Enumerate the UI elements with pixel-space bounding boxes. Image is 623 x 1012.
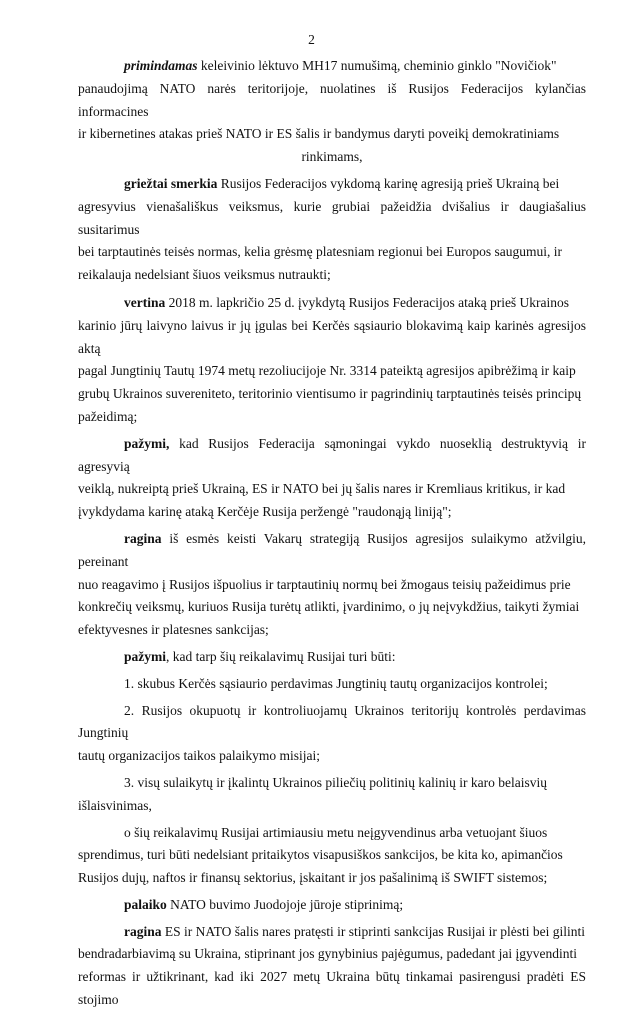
- list-item-2: 2. Rusijos okupuotų ir kontroliuojamų Ukrainos teritorijų kontrolės perdavimas Jungtinių: [78, 702, 586, 741]
- paragraph-line: karinio jūrų laivyno laivus ir jų įgulas bei Kerčės sąsiaurio blokavimą kaip karinės agresijos aktą: [78, 317, 586, 356]
- keyword-griezai-smerkia: griežtai smerkia: [124, 175, 218, 191]
- keyword-ragina: ragina: [124, 530, 162, 546]
- paragraph-text: keleivinio lėktuvo MH17 numušimą, cheminio ginklo "Novičiok": [197, 58, 557, 73]
- keyword-pazymi: pažymi,: [124, 435, 170, 451]
- paragraph-line: tautų organizacijos taikos palaikymo misijai;: [78, 748, 320, 764]
- paragraph-text: kad Rusijos Federacija sąmoningai vykdo nuoseklią destruktyvią ir agresyvią: [78, 435, 586, 474]
- paragraph-line: sprendimus, turi būti nedelsiant pritaikytos visapusiškos sankcijos, be kita ko, apimančios: [78, 847, 563, 863]
- paragraph-pazymi-l1: [78, 433, 586, 479]
- paragraph-vertina-l1: [78, 292, 586, 315]
- paragraph-line: išlaisvinimas,: [78, 797, 152, 813]
- paragraph-pazymi-list-intro: [78, 646, 586, 669]
- paragraph-line: įvykdydama karinę ataką Kerčėje Rusija peržengė "raudonąją liniją";: [78, 504, 452, 520]
- paragraph-line: Rusijos dujų, naftos ir finansų sektorius, įskaitant ir jos pašalinimą iš SWIFT sistemos;: [78, 870, 548, 886]
- paragraph-griezai-smerkia-l1: [78, 173, 586, 196]
- paragraph-line: bei tarptautinės teisės normas, kelia grėsmę platesniam regionui bei Europos saugumui, ir: [78, 244, 563, 260]
- paragraph-text: , kad tarp šių reikalavimų Rusijai turi būti:: [166, 648, 396, 664]
- list-item-3: 3. visų sulaikytų ir įkalintų Ukrainos piliečių politinių kalinių ir karo belaisvių: [124, 774, 547, 790]
- paragraph-line: nuo reagavimo į Rusijos išpuolius ir tarptautinių normų bei žmogaus teisių pažeidimus prie: [78, 576, 571, 592]
- paragraph-text: ES ir NATO šalis nares pratęsti ir stiprinti sankcijas Rusijai ir plėsti bei gilinti: [161, 923, 585, 939]
- paragraph-line: agresyvius vienašališkus veiksmus, kurie grubiai pažeidžia dvišalius ir daugiašalius susitarimus: [78, 198, 586, 237]
- paragraph-text: Rusijos Federacijos vykdomą karinę agresiją prieš Ukrainą bei: [217, 175, 560, 191]
- keyword-ragina: ragina: [124, 923, 162, 939]
- keyword-vertina: vertina: [124, 294, 166, 310]
- paragraph-sanctions-l1: o šių reikalavimų Rusijai artimiausiu metu neįgyvendinus arba vetuojant šiuos: [124, 824, 548, 840]
- paragraph-line: reformas ir užtikrinant, kad iki 2027 metų Ukraina būtų tinkamai pasirengusi pradėti ES stojimo: [78, 969, 586, 1008]
- paragraph-line: grubų Ukrainos suvereniteto, teritorinio vientisumo ir pagrindinių tarptautinės teisės principų: [78, 386, 582, 402]
- paragraph-palaiko: [78, 894, 586, 917]
- paragraph-line: pagal Jungtinių Tautų 1974 metų rezoliucijoje Nr. 3314 pateiktą agresijos apibrėžimą ir kaip: [78, 363, 576, 379]
- paragraph-text: 2018 m. lapkričio 25 d. įvykdytą Rusijos Federacijos ataką prieš Ukrainos: [165, 294, 570, 310]
- paragraph-line: veiklą, nukreiptą prieš Ukrainą, ES ir NATO bei jų šalis nares ir Kremliaus kritikus, ir kad: [78, 481, 566, 497]
- paragraph-text: NATO buvimo Juodojoje jūroje stiprinimą;: [166, 896, 404, 912]
- paragraph-ragina-2-l1: [78, 921, 586, 944]
- paragraph-line: bendradarbiavimą su Ukraina, stiprinant jos gynybinius pajėgumus, padedant jai įgyvendinti: [78, 946, 578, 962]
- paragraph-line: rinkimams,: [301, 149, 363, 165]
- page-number: 2: [308, 32, 315, 47]
- paragraph-text: iš esmės keisti Vakarų strategiją Rusijos agresijos sulaikymo atžvilgiu, pereinant: [78, 530, 586, 569]
- paragraph-line: panaudojimą NATO narės teritorijoje, nuolatines iš Rusijos Federacijos kylančias informacines: [78, 80, 586, 119]
- paragraph-line: konkrečių veiksmų, kuriuos Rusija turėtų atlikti, įvardinimo, o jų neįvykdžius, taikyti žymiai: [78, 599, 580, 615]
- paragraph-ragina-l1: [78, 528, 586, 574]
- keyword-primindamas: primindamas: [124, 58, 198, 73]
- paragraph-line: efektyvesnes ir platesnes sankcijas;: [78, 622, 269, 638]
- document-body: [78, 55, 586, 1012]
- paragraph-line: ir kibernetines atakas prieš NATO ir ES šalis ir bandymus daryti poveikį demokratiniams: [78, 126, 560, 142]
- paragraph-line: reikalauja nedelsiant šiuos veiksmus nutraukti;: [78, 267, 331, 283]
- keyword-palaiko: palaiko: [124, 896, 167, 912]
- list-item-1: 1. skubus Kerčės sąsiaurio perdavimas Jungtinių tautų organizacijos kontrolei;: [124, 675, 548, 691]
- paragraph-primindamas-l1: [78, 55, 586, 78]
- keyword-pazymi: pažymi: [124, 648, 166, 664]
- paragraph-line: pažeidimą;: [78, 408, 138, 424]
